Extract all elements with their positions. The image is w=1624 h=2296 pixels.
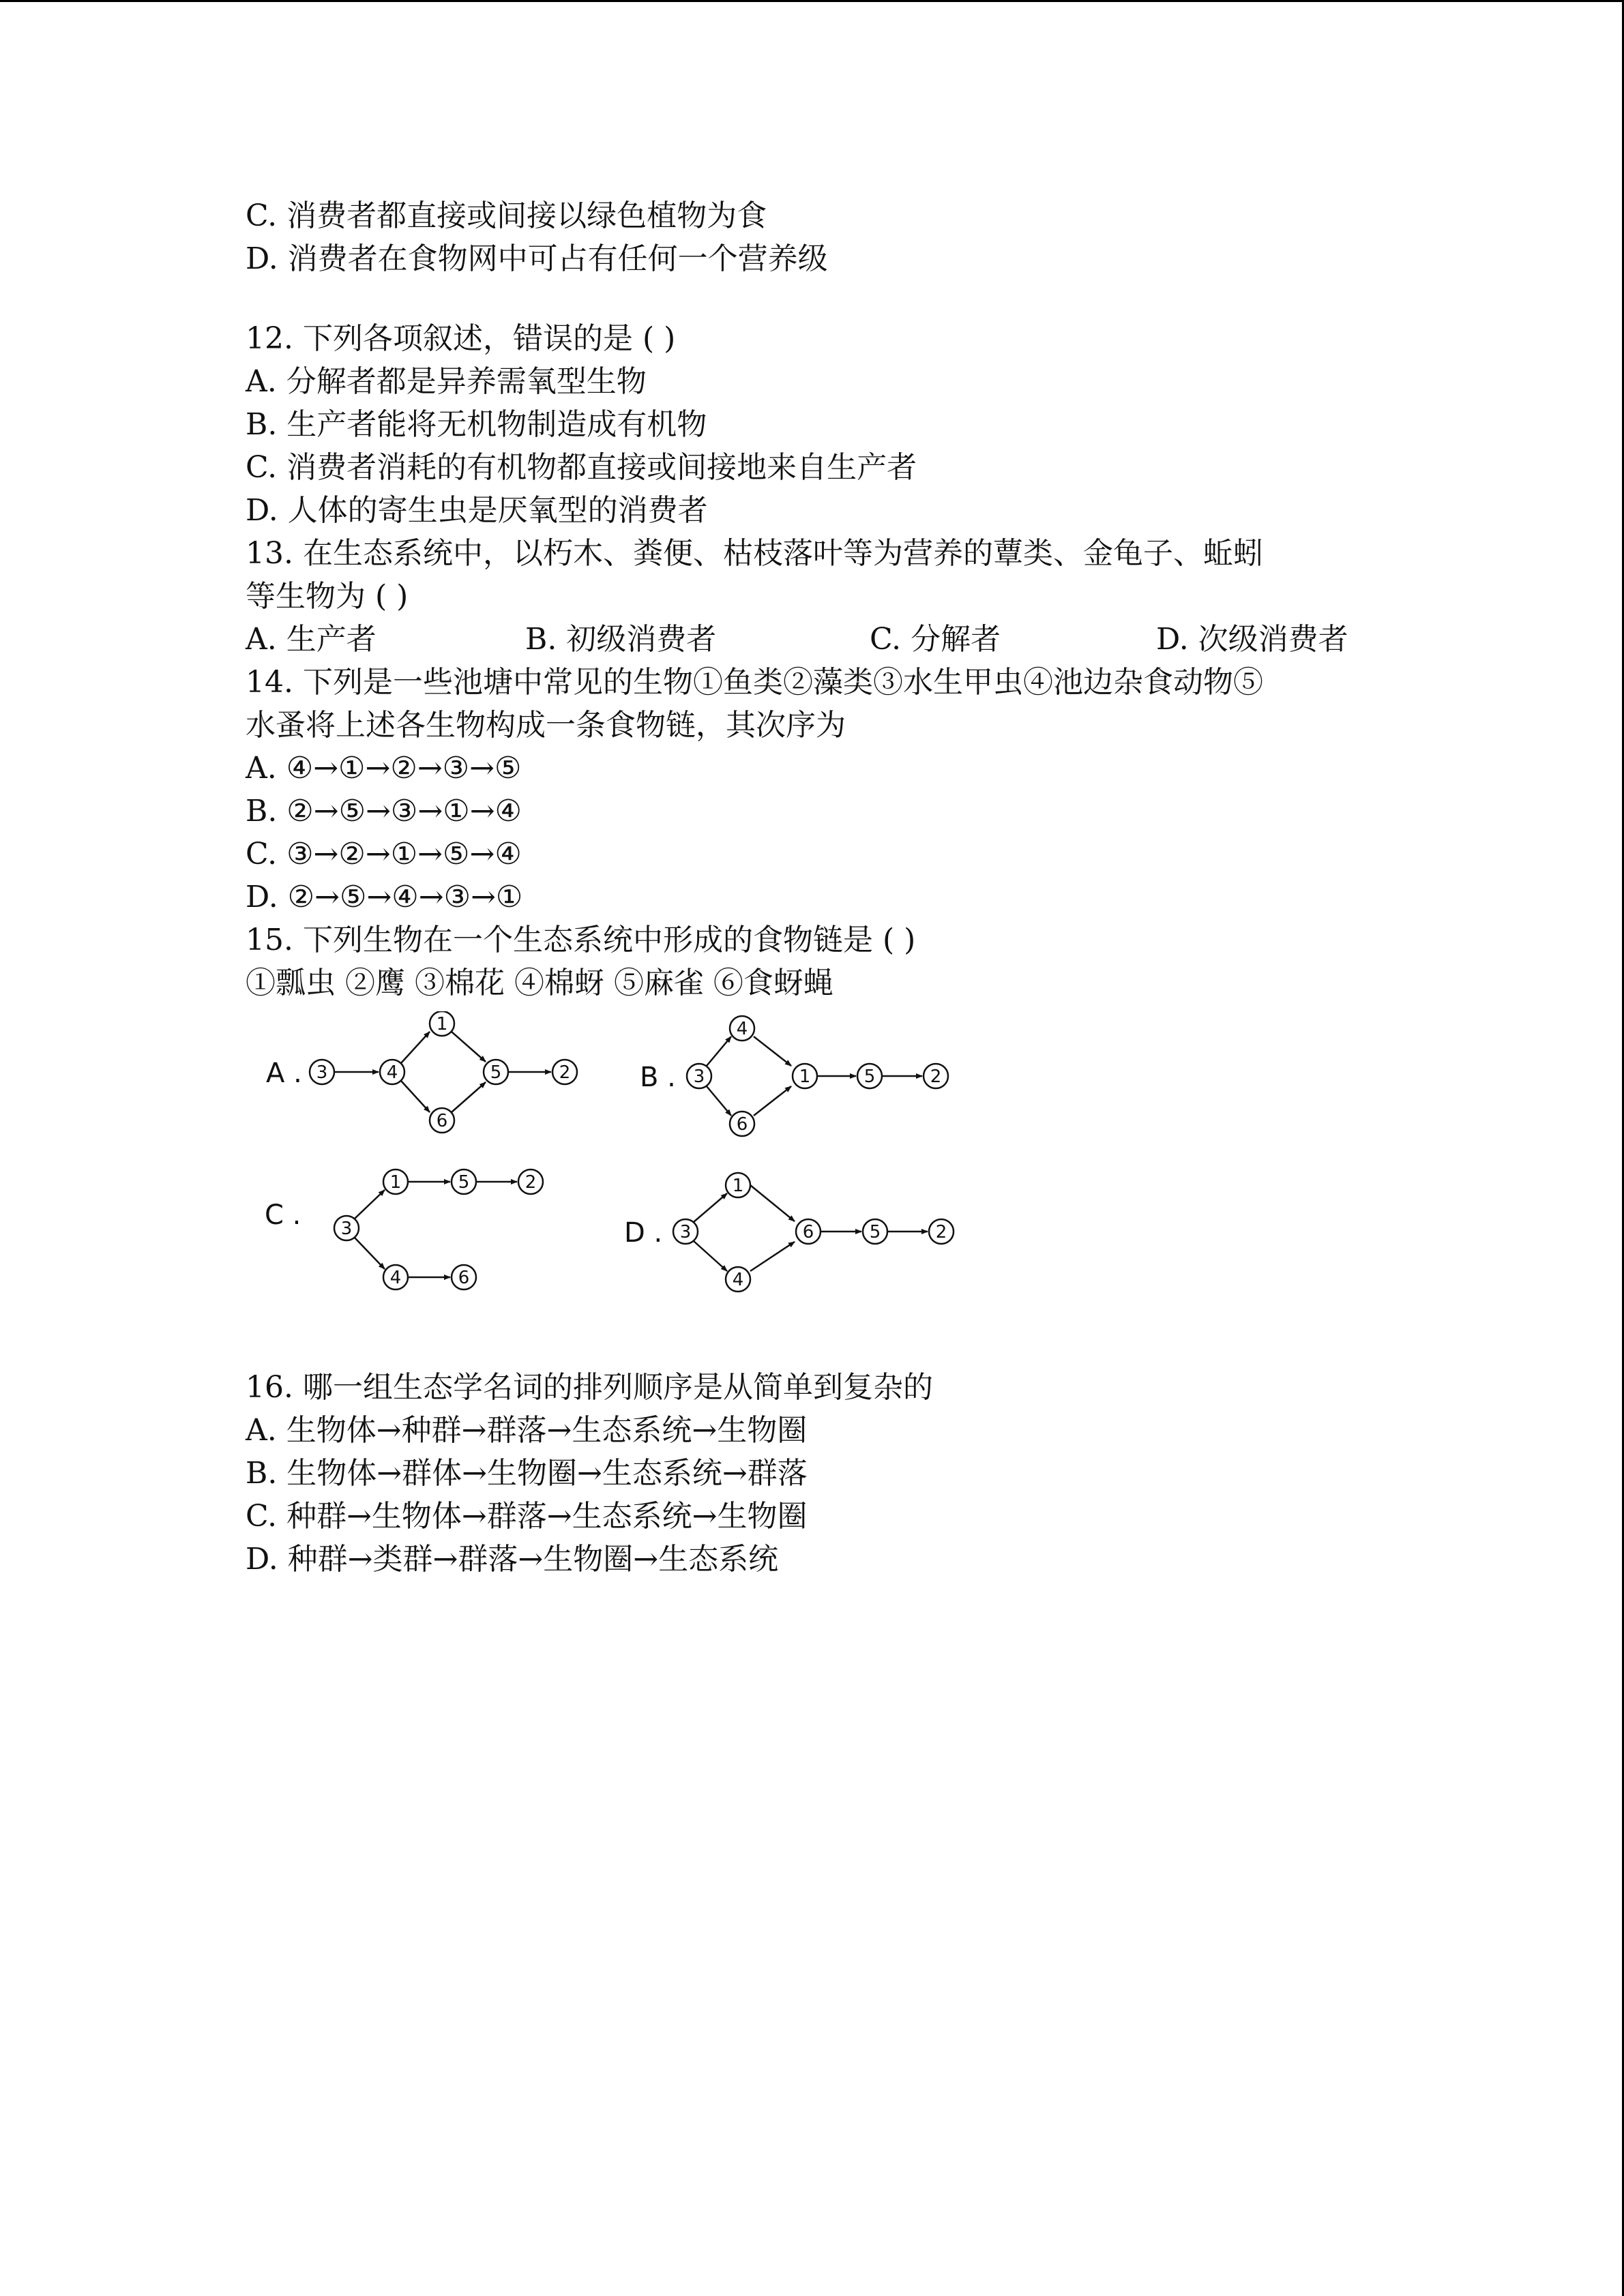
food-chain-svg: [246, 1011, 1269, 1366]
q13-option-a: A. 生产者: [246, 622, 377, 657]
q14-stem-line1: 14. 下列是一些池塘中常见的生物①鱼类②藻类③水生甲虫④池边杂食动物⑤: [246, 665, 1263, 700]
diagram-d-label: D .: [624, 1217, 663, 1249]
a-num-6: 6: [436, 1111, 448, 1131]
b-num-1: 1: [799, 1067, 811, 1087]
b-num-3: 3: [693, 1067, 705, 1087]
d-num-2: 2: [935, 1222, 947, 1242]
q13-stem-line2: 等生物为 ( ): [246, 579, 409, 614]
spacer: [246, 280, 1405, 317]
d-num-3: 3: [679, 1222, 692, 1242]
q12-option-b: B. 生产者能将无机物制造成有机物: [246, 407, 707, 442]
q13-option-d: D. 次级消费者: [1156, 622, 1348, 657]
d-num-6: 6: [802, 1222, 814, 1242]
d-num-4: 4: [732, 1270, 744, 1290]
q11-option-d: D. 消费者在食物网中可占有任何一个营养级: [246, 241, 828, 276]
q14-option-a: A. ④→①→②→③→⑤: [246, 751, 522, 786]
q15-organisms: ①瓢虫 ②鹰 ③棉花 ④棉蚜 ⑤麻雀 ⑥食蚜蝇: [246, 966, 833, 1000]
q16-option-d: D. 种群→类群→群落→生物圈→生态系统: [246, 1542, 779, 1577]
c-num-5: 5: [458, 1172, 470, 1193]
b-num-4: 4: [736, 1019, 748, 1039]
q14-stem-line2: 水蚤将上述各生物构成一条食物链，其次序为: [246, 708, 846, 743]
q13-option-c: C. 分解者: [870, 622, 1001, 657]
b-num-2: 2: [930, 1067, 942, 1087]
c-num-4: 4: [389, 1268, 402, 1288]
b-num-5: 5: [863, 1067, 876, 1087]
q11-option-c: C. 消费者都直接或间接以绿色植物为食: [246, 198, 767, 233]
q14-option-d: D. ②→⑤→④→③→①: [246, 880, 523, 914]
q16-option-c: C. 种群→生物体→群落→生态系统→生物圈: [246, 1499, 808, 1534]
q14-option-c: C. ③→②→①→⑤→④: [246, 837, 522, 871]
a-num-4: 4: [386, 1062, 398, 1083]
c-num-2: 2: [525, 1172, 537, 1193]
c-num-1: 1: [389, 1172, 402, 1193]
a-num-3: 3: [316, 1062, 328, 1083]
diagram-c-label: C .: [265, 1199, 301, 1231]
q16-option-a: A. 生物体→种群→群落→生态系统→生物圈: [246, 1413, 808, 1448]
q12-option-d: D. 人体的寄生虫是厌氧型的消费者: [246, 493, 708, 528]
q15-food-chain-diagrams: [246, 1011, 1269, 1366]
page-border-top: [0, 0, 1624, 2]
q13-options: [246, 618, 1405, 661]
q12-option-c: C. 消费者消耗的有机物都直接或间接地来自生产者: [246, 450, 917, 485]
worksheet-content: [246, 194, 1405, 1581]
q12-stem: 12. 下列各项叙述，错误的是 ( ): [246, 321, 676, 356]
diagram-lines: [310, 1011, 954, 1292]
q15-stem: 15. 下列生物在一个生态系统中形成的食物链是 ( ): [246, 923, 916, 957]
diagram-b-label: B .: [640, 1062, 676, 1093]
d-num-5: 5: [869, 1222, 881, 1242]
d-num-1: 1: [732, 1176, 744, 1196]
q13-stem-line1: 13. 在生态系统中，以朽木、粪便、枯枝落叶等为营养的蕈类、金龟子、蚯蚓: [246, 536, 1263, 571]
a-num-2: 2: [559, 1062, 571, 1083]
a-num-5: 5: [490, 1062, 502, 1083]
q13-option-b: B. 初级消费者: [525, 622, 717, 657]
q12-option-a: A. 分解者都是异养需氧型生物: [246, 364, 647, 399]
q16-stem: 16. 哪一组生态学名词的排列顺序是从简单到复杂的: [246, 1370, 933, 1405]
b-num-6: 6: [736, 1114, 748, 1135]
a-num-1: 1: [436, 1014, 448, 1034]
q16-option-b: B. 生物体→群体→生物圈→生态系统→群落: [246, 1456, 808, 1491]
c-num-6: 6: [458, 1268, 470, 1288]
q14-option-b: B. ②→⑤→③→①→④: [246, 794, 522, 829]
diagram-a-label: A .: [266, 1058, 302, 1089]
c-num-3: 3: [340, 1219, 353, 1239]
